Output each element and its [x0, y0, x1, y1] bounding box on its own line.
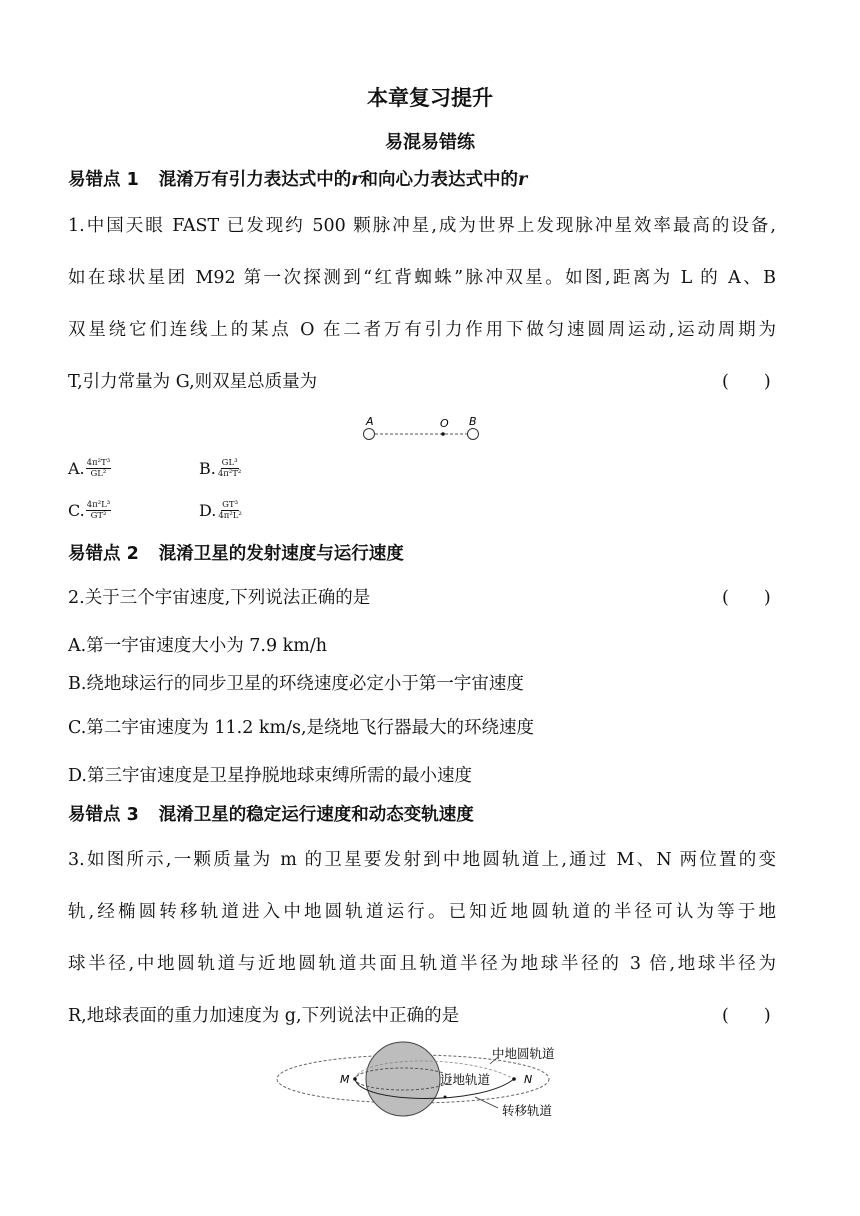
section-var-r1: r: [351, 170, 361, 190]
section-text-a: 混淆万有引力表达式中的: [158, 170, 352, 190]
q2-answer-blank: ( ): [722, 588, 771, 608]
q2-option-a: A.第一宇宙速度大小为 7.9 km/h: [68, 636, 328, 656]
q1-option-a: [68, 458, 111, 479]
binary-star-figure: [358, 410, 488, 444]
star-a: [364, 429, 375, 440]
section-label: 易错点 2: [68, 544, 139, 564]
section-text: 混淆卫星的稳定运行速度和动态变轨速度: [158, 805, 474, 825]
label-m: M: [340, 1073, 350, 1086]
section-heading-1: [68, 166, 527, 191]
q3-answer-blank: ( ): [722, 1006, 771, 1026]
label-near-orbit: 近地轨道: [440, 1072, 491, 1087]
section-text: 混淆卫星的发射速度与运行速度: [158, 544, 404, 564]
option-fraction: [217, 458, 242, 479]
q3-line-1: 3.如图所示,一颗质量为 m 的卫星要发射到中地圆轨道上,通过 M、N 两位置的变: [68, 850, 776, 870]
option-letter: A.: [68, 459, 85, 478]
section-heading-2: [68, 540, 404, 565]
label-mid-orbit: 中地圆轨道: [492, 1046, 555, 1061]
q3-line-3: 球半径,中地圆轨道与近地圆轨道共面且轨道半径为地球半径的 3 倍,地球半径为: [68, 954, 776, 974]
q3-line-4: R,地球表面的重力加速度为 g,下列说法中正确的是: [68, 1006, 460, 1026]
orbit-figure: [270, 1040, 600, 1128]
label-b: B: [469, 415, 477, 428]
fraction-numerator: GL³: [221, 458, 238, 468]
point-o: [441, 432, 445, 436]
fraction-numerator: 4π²T³: [86, 458, 111, 468]
point-m: [353, 1077, 357, 1081]
page-subtitle: 易混易错练: [385, 132, 475, 153]
section-label: 易错点 3: [68, 805, 139, 825]
q1-option-d: [199, 500, 243, 521]
label-o: O: [440, 417, 449, 430]
q3-line-2: 轨,经椭圆转移轨道进入中地圆轨道运行。已知近地圆轨道的半径可认为等于地: [68, 902, 776, 922]
option-fraction: [86, 500, 111, 521]
section-heading-3: [68, 801, 474, 826]
option-fraction: [86, 458, 111, 479]
section-var-r2: r: [518, 170, 528, 190]
q1-option-c: [68, 500, 111, 521]
q1-answer-blank: ( ): [722, 372, 771, 392]
label-transfer-orbit: 转移轨道: [502, 1103, 553, 1118]
fraction-denominator: GT²: [90, 511, 107, 521]
star-b: [468, 429, 479, 440]
q2-option-d: D.第三宇宙速度是卫星挣脱地球束缚所需的最小速度: [68, 766, 472, 786]
fraction-numerator: 4π²L³: [86, 500, 111, 510]
q1-line-2: 如在球状星团 M92 第一次探测到“红背蜘蛛”脉冲双星。如图,距离为 L 的 A、B: [68, 268, 776, 288]
q2-option-b: B.绕地球运行的同步卫星的环绕速度必定小于第一宇宙速度: [68, 674, 524, 694]
satellite-dot: [444, 1096, 447, 1099]
section-label: 易错点 1: [68, 170, 139, 190]
q1-line-1: 1.中国天眼 FAST 已发现约 500 颗脉冲星,成为世界上发现脉冲星效率最高的设备,: [68, 216, 776, 236]
fraction-denominator: 4π²T²: [217, 469, 242, 479]
option-letter: C.: [68, 501, 85, 520]
q2-stem: 2.关于三个宇宙速度,下列说法正确的是: [68, 588, 371, 608]
label-a: A: [366, 415, 374, 428]
page-title: 本章复习提升: [367, 86, 493, 110]
option-letter: B.: [199, 459, 216, 478]
point-n: [512, 1077, 516, 1081]
q1-line-3: 双星绕它们连线上的某点 O 在二者万有引力作用下做匀速圆周运动,运动周期为: [68, 320, 776, 340]
fraction-denominator: 4π²L²: [218, 511, 242, 521]
earth: [366, 1042, 440, 1116]
label-n: N: [524, 1073, 533, 1086]
fraction-denominator: GL²: [90, 469, 107, 479]
option-letter: D.: [199, 501, 217, 520]
q1-line-4: T,引力常量为 G,则双星总质量为: [68, 372, 318, 392]
q2-option-c: C.第二宇宙速度为 11.2 km/s,是绕地飞行器最大的环绕速度: [68, 718, 535, 738]
q1-option-b: [199, 458, 242, 479]
section-text-b: 和向心力表达式中的: [360, 170, 519, 190]
option-fraction: [217, 500, 242, 521]
fraction-numerator: GT³: [222, 500, 239, 510]
